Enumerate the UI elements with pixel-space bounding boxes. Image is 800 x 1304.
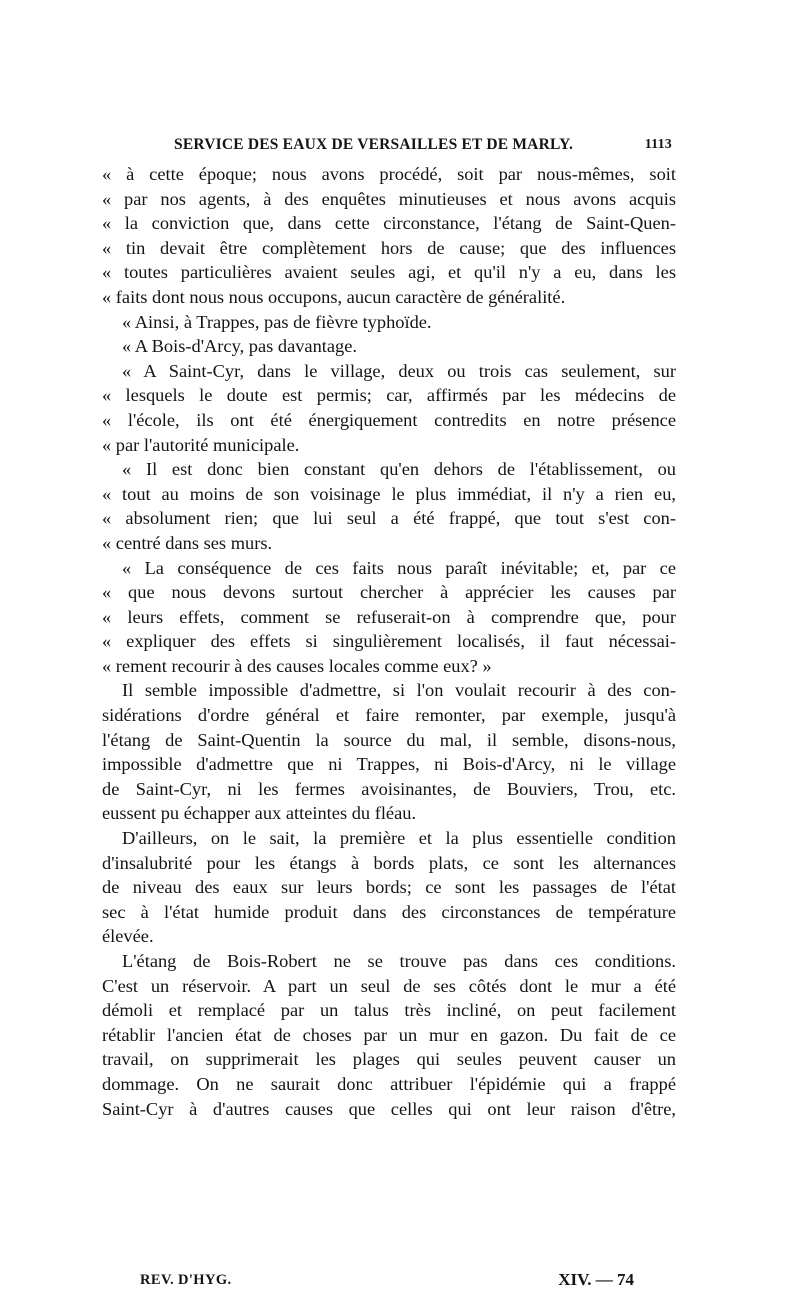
text-line: sec à l'état humide produit dans des circonstances de température [102,901,676,922]
page-number: 1113 [644,137,672,152]
text-line: L'étang de Bois-Robert ne se trouve pas dans ces conditions. [122,951,676,971]
text-line: « Ainsi, à Trappes, pas de fièvre typhoïde. [122,311,432,332]
text-line: « faits dont nous nous occupons, aucun caractère de généralité. [102,286,566,307]
volume-signature: XIV. — 74 [558,1270,634,1289]
text-line: dommage. On ne saurait donc attribuer l'épidémie qui a frappé [102,1073,676,1094]
text-line: d'insalubrité pour les étangs à bords plats, ce sont les alternances [102,852,676,873]
text-line: travail, on supprimerait les plages qui seules peuvent causer un [102,1049,676,1070]
text-line: « la conviction que, dans cette circonstance, l'étang de Saint-Quen- [102,213,676,234]
body-text [102,162,676,1121]
text-line: sidérations d'ordre général et faire remonter, par exemple, jusqu'à [102,705,676,726]
text-line: « que nous devons surtout chercher à apprécier les causes par [102,582,676,603]
text-line: « rement recourir à des causes locales comme eux? » [102,655,492,676]
text-line: « A Saint-Cyr, dans le village, deux ou trois cas seulement, sur [122,360,676,381]
text-line: « tin devait être complètement hors de cause; que des influences [102,237,676,258]
text-line: « toutes particulières avaient seules agi, et qu'il n'y a eu, dans les [102,262,676,283]
text-line: « l'école, ils ont été énergiquement contredits en notre présence [102,409,676,430]
text-line: Saint-Cyr à d'autres causes que celles qui ont leur raison d'être, [102,1098,676,1119]
text-line: « A Bois-d'Arcy, pas davantage. [122,336,358,357]
text-line: « leurs effets, comment se refuserait-on à comprendre que, pour [102,606,676,627]
text-line: « centré dans ses murs. [102,532,273,553]
text-line: C'est un réservoir. A part un seul de ses côtés dont le mur a été [102,975,676,996]
running-header [102,132,676,158]
text-line: de Saint-Cyr, ni les fermes avoisinantes, de Bouviers, Trou, etc. [102,778,676,799]
text-line: « par nos agents, à des enquêtes minutieuses et nous avons acquis [102,188,676,209]
journal-signature: REV. D'HYG. [140,1272,232,1288]
text-line: D'ailleurs, on le sait, la première et la plus essentielle condition [122,828,676,849]
text-line: élevée. [102,926,154,947]
text-line: impossible d'admettre que ni Trappes, ni Bois-d'Arcy, ni le village [102,754,676,775]
text-line: Il semble impossible d'admettre, si l'on voulait recourir à des con- [122,680,676,701]
text-line: « à cette époque; nous avons procédé, soit par nous-mêmes, soit [102,164,676,184]
text-line: l'étang de Saint-Quentin la source du mal, il semble, disons-nous, [102,729,676,750]
page [102,132,676,1289]
text-line: « absolument rien; que lui seul a été frappé, que tout s'est con- [102,508,676,529]
text-line: démoli et remplacé par un talus très incliné, on peut facilement [102,1000,676,1021]
text-line: « tout au moins de son voisinage le plus immédiat, il n'y a rien eu, [102,483,676,504]
text-line: eussent pu échapper aux atteintes du fléau. [102,803,417,824]
running-title: SERVICE DES EAUX DE VERSAILLES ET DE MARLY. [174,136,574,153]
page-footer [102,1272,676,1296]
text-line: « La conséquence de ces faits nous paraît inévitable; et, par ce [122,557,676,578]
text-line: rétablir l'ancien état de choses par un mur en gazon. Du fait de ce [102,1024,676,1045]
text-line: « Il est donc bien constant qu'en dehors de l'établissement, ou [122,459,676,480]
text-line: « lesquels le doute est permis; car, affirmés par les médecins de [102,385,676,406]
text-line: de niveau des eaux sur leurs bords; ce sont les passages de l'état [102,877,676,898]
text-line: « expliquer des effets si singulièrement localisés, il faut nécessai- [102,631,676,652]
text-line: « par l'autorité municipale. [102,434,300,455]
